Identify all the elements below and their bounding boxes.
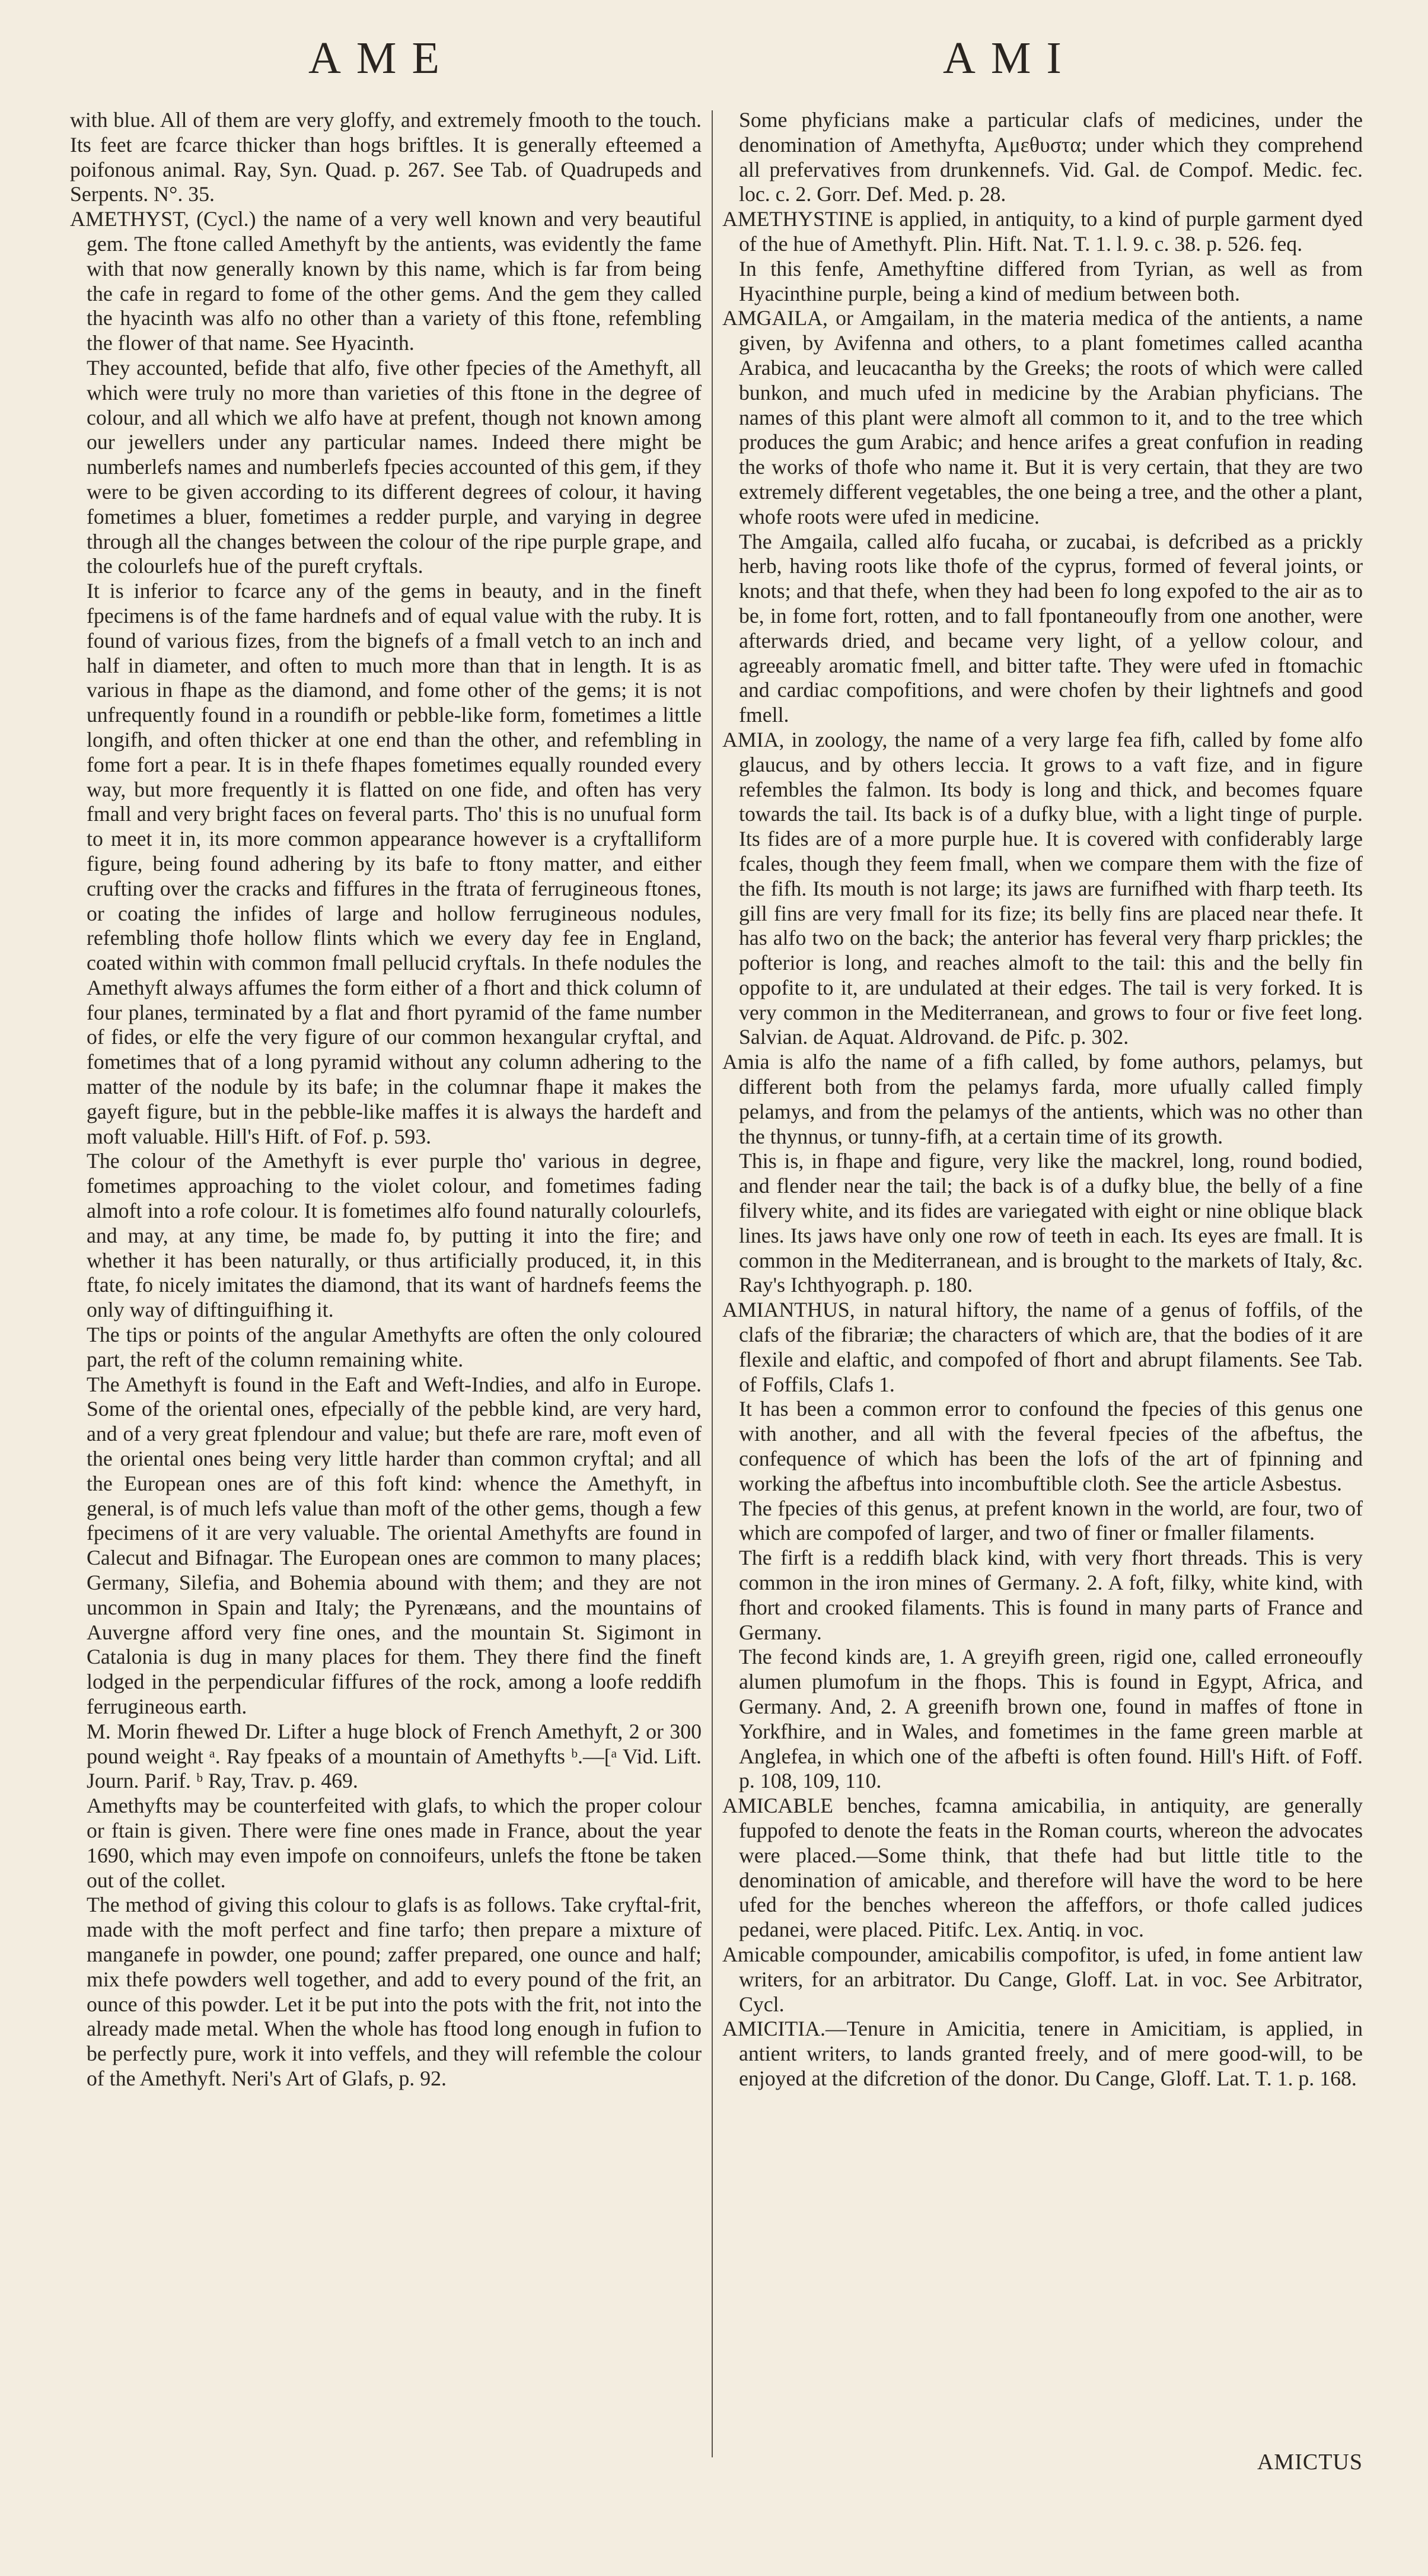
text-paragraph: They accounted, befide that alfo, five other fpecies of the Amethyft, all which were truly no more than varieties of this ftone in the degree of colour, and all which we alfo have at prefent, though not known among our jewellers under any particular names. Indeed there might be numberlefs names and numberlefs fpecies accounted of this gem, if they were to be given according to its different degrees of colour, it having fometimes a bluer, fometimes a redder purple, and varying in degree through all the changes between the colour of the ripe purple grape, and the colourlefs hue of the pureft cryftals.: [87, 355, 702, 578]
entry-paragraph: Amicable compounder, amicabilis compofitor, is ufed, in fome antient law writers, for an arbitrator. Du Cange, Gloff. Lat. in voc. See Arbitrator, Cycl.: [722, 1942, 1363, 2016]
text-paragraph: The fecond kinds are, 1. A greyifh green, rigid one, called erroneoufly alumen plumofum in the fhops. This is found in Egypt, Africa, and Germany. And, 2. A greenifh brown one, found in maffes of ftone in Yorkfhire, and in Wales, and fometimes in the fame green marble at Anglefea, in which one of the afbefti is often found. Hill's Hift. of Foff. p. 108, 109, 110.: [739, 1645, 1363, 1793]
entry-paragraph: AMETHYST, (Cycl.) the name of a very well known and very beautiful gem. The ftone called Amethyft by the antients, was evidently the fame with that now generally known by this name, which is far from being the cafe in regard to fome of the other gems. And the gem they called the hyacinth was alfo no other than a variety of this ftone, refembling the flower of that name. See Hyacinth.: [70, 207, 702, 355]
text-paragraph: It is inferior to fcarce any of the gems in beauty, and in the fineft fpecimens is of the fame hardnefs and of equal value with the ruby. It is found of various fizes, from the bignefs of a fmall vetch to an inch and half in diameter, and often to much more than that in length. It is as various in fhape as the diamond, and fome other of the gems; it is not unfrequently found in a roundifh or pebble-like form, fometimes a little longifh, and often thicker at one end than the other, and refembling in fome fort a pear. It is in thefe fhapes fometimes equally rounded every way, but more frequently it is flatted on one fide, and often has very fmall and very bright faces on feveral parts. Tho' this is no unufual form to meet it in, its more common appearance however is a cryftalliform figure, being found adhering by its bafe to ftony matter, and either crufting over the cracks and fiffures in the ftrata of ferrugineous ftones, or coating the infides of large and hollow ferrugineous nodules, refembling thofe hollow flints which we every day fee in England, coated within with common fmall pellucid cryftals. In thefe nodules the Amethyft always affumes the form either of a fhort and thick column of four planes, terminated by a flat and fhort pyramid of the fame number of fides, or elfe the very figure of our common hexangular cryftal, and fometimes that of a long pyramid without any column adhering to the matter of the nodule by its bafe; in the columnar fhape it makes the gayeft figure, but in the pebble-like maffes it is always the hardeft and moft valuable. Hill's Hift. of Fof. p. 593.: [87, 579, 702, 1148]
text-paragraph: The Amethyft is found in the Eaft and Weft-Indies, and alfo in Europe. Some of the oriental ones, efpecially of the pebble kind, are very hard, and of a very great fplendour and value; but thefe are rare, moft even of the oriental ones being very little harder than common cryftal; and all the European ones are of this foft kind: whence the Amethyft, in general, is of much lefs value than moft of the other gems, though a few fpecimens of it are very valuable. The oriental Amethyfts are found in Calecut and Bifnagar. The European ones are common to many places; Germany, Silefia, and Bohemia abound with them; and they are not uncommon in Spain and Italy; the Pyrenæans, and the mountains of Auvergne afford very fine ones, and the mountain St. Sigimont in Catalonia is dug in many places for them. They there find the fineft lodged in the perpendicular fiffures of the rock, among a loofe reddifh ferrugineous earth.: [87, 1372, 702, 1718]
entry-paragraph: AMICABLE benches, fcamna amicabilia, in antiquity, are generally fuppofed to denote the feats in the Roman courts, whereon the advocates were placed.—Some think, that thefe had but little title to the denomination of amicable, and therefore will have the word to be here ufed for the benches whereon the affeffors, or thofe called judices pedanei, were placed. Pitifc. Lex. Antiq. in voc.: [722, 1794, 1363, 1942]
column-rule: [712, 110, 713, 2457]
entry-paragraph: Amia is alfo the name of a fifh called, by fome authors, pelamys, but different both from the pelamys farda, more ufually called fimply pelamys, and from the pelamys of the antients, which was no other than the thynnus, or tunny-fifh, at a certain time of its growth.: [722, 1050, 1363, 1148]
text-paragraph: It has been a common error to confound the fpecies of this genus one with another, and all with the feveral fpecies of the afbeftus, the confequence of which has been the lofs of the art of fpinning and working the afbeftus into incombuftible cloth. See the article Asbestus.: [739, 1397, 1363, 1495]
text-paragraph: In this fenfe, Amethyftine differed from Tyrian, as well as from Hyacinthine purple, being a kind of medium between both.: [739, 256, 1363, 305]
running-head-right: AMI: [943, 33, 1077, 83]
text-paragraph: with blue. All of them are very gloffy, and extremely fmooth to the touch. Its feet are fcarce thicker than hogs briftles. It is generally efteemed a poifonous animal. Ray, Syn. Quad. p. 267. See Tab. of Quadrupeds and Serpents. N°. 35.: [70, 108, 702, 206]
entry-paragraph: AMGAILA, or Amgailam, in the materia medica of the antients, a name given, by Avifenna and others, to a plant fometimes called acantha Arabica, and leucacantha by the Greeks; the roots of which were called bunkon, and much ufed in medicine by the Arabian phyficians. The names of this plant were almoft all common to it, and to the tree which produces the gum Arabic; and hence arifes a great confufion in reading the works of thofe who name it. But it is very certain, that they are two extremely different vegetables, the one being a tree, and the other a plant, whofe roots were ufed in medicine.: [722, 306, 1363, 528]
text-paragraph: The firft is a reddifh black kind, with very fhort threads. This is very common in the iron mines of Germany. 2. A foft, filky, white kind, with fhort and crooked filaments. This is found in many parts of France and Germany.: [739, 1546, 1363, 1644]
text-paragraph: The tips or points of the angular Amethyfts are often the only coloured part, the reft of the column remaining white.: [87, 1323, 702, 1371]
text-paragraph: The fpecies of this genus, at prefent known in the world, are four, two of which are compofed of larger, and two of finer or fmaller filaments.: [739, 1496, 1363, 1545]
text-paragraph: Some phyficians make a particular clafs of medicines, under the denomination of Amethyfta, Αμεθυστα; under which they comprehend all prefervatives from drunkennefs. Vid. Gal. de Compof. Medic. fec. loc. c. 2. Gorr. Def. Med. p. 28.: [739, 108, 1363, 206]
entry-paragraph: AMICITIA.—Tenure in Amicitia, tenere in Amicitiam, is applied, in antient writers, to lands granted freely, and of mere good-will, to be enjoyed at the difcretion of the donor. Du Cange, Gloff. Lat. T. 1. p. 168.: [722, 2017, 1363, 2090]
left-column: [70, 108, 702, 2457]
text-paragraph: This is, in fhape and figure, very like the mackrel, long, round bodied, and flender near the tail; the back is of a dufky blue, the belly of a fine filvery white, and its fides are variegated with eight or nine oblique black lines. Its jaws have only one row of teeth in each. Its eyes are fmall. It is common in the Mediterranean, and is brought to the markets of Italy, &c. Ray's Ichthyograph. p. 180.: [739, 1149, 1363, 1297]
entry-paragraph: AMIA, in zoology, the name of a very large fea fifh, called by fome alfo glaucus, and by others leccia. It grows to a vaft fize, and in figure refembles the falmon. Its body is long and thick, and becomes fquare towards the tail. Its back is of a dufky blue, with a light tinge of purple. Its fides are of a more purple hue. It is covered with confiderably large fcales, though they feem fmall, when we compare them with the fize of the fifh. Its mouth is not large; its jaws are furnifhed with fharp teeth. Its gill fins are very fmall for its fize; its belly fins are placed near thefe. It has alfo two on the back; the anterior has feveral very fharp prickles; the pofterior is long, and reaches almoft to the tail: this and the belly fin oppofite to it, are undulated at their edges. The tail is very forked. It is very common in the Mediterranean, and grows to four or five feet long. Salvian. de Aquat. Aldrovand. de Pifc. p. 302.: [722, 727, 1363, 1049]
right-column: [722, 108, 1363, 2457]
text-paragraph: The colour of the Amethyft is ever purple tho' various in degree, fometimes approaching to the violet colour, and fometimes fading almoft into a rofe colour. It is fometimes alfo found naturally colourlefs, and may, at any time, be made fo, by putting it into the fire; and whether it has been naturally, or thus artificially produced, it, in this ftate, fo nicely imitates the diamond, that its want of hardnefs feems the only way of diftinguifhing it.: [87, 1149, 702, 1322]
running-head-left: AME: [308, 33, 455, 83]
text-paragraph: Amethyfts may be counterfeited with glafs, to which the proper colour or ftain is given. There were fine ones made in France, about the year 1690, which may even impofe on connoifeurs, unlefs the ftone be taken out of the collet.: [87, 1794, 702, 1892]
text-paragraph: The method of giving this colour to glafs is as follows. Take cryftal-frit, made with the moft perfect and fine tarfo; then prepare a mixture of manganefe in powder, one pound; zaffer prepared, one ounce and half; mix thefe powders well together, and add to every pound of the frit, an ounce of this powder. Let it be put into the pots with the frit, not into the already made metal. When the whole has ftood long enough in fufion to be perfectly pure, work it into veffels, and they will refemble the colour of the Amethyft. Neri's Art of Glafs, p. 92.: [87, 1893, 702, 2090]
text-paragraph: The Amgaila, called alfo fucaha, or zucabai, is defcribed as a prickly herb, having roots like thofe of the cyprus, formed of feveral joints, or knots; and that thefe, when they had been fo long expofed to the air as to be, in fome fort, rotten, and to fall fpontaneoufly from one another, were afterwards dried, and became very light, of a yellow colour, and agreeably aromatic fmell, and bitter tafte. They were ufed in ftomachic and cardiac compofitions, and were chofen by their lightnefs and good fmell.: [739, 529, 1363, 727]
entry-paragraph: AMIANTHUS, in natural hiftory, the name of a genus of foffils, of the clafs of the fibrariæ; the characters of which are, that the bodies of it are flexile and elaftic, and compofed of fhort and abrupt filaments. See Tab. of Foffils, Clafs 1.: [722, 1298, 1363, 1396]
text-paragraph: M. Morin fhewed Dr. Lifter a huge block of French Amethyft, 2 or 300 pound weight ᵃ. Ray fpeaks of a mountain of Amethyfts ᵇ.—[ᵃ Vid. Lift. Journ. Parif. ᵇ Ray, Trav. p. 469.: [87, 1719, 702, 1793]
catchword: AMICTUS: [1257, 2450, 1363, 2475]
entry-paragraph: AMETHYSTINE is applied, in antiquity, to a kind of purple garment dyed of the hue of Amethyft. Plin. Hift. Nat. T. 1. l. 9. c. 38. p. 526. feq.: [722, 207, 1363, 256]
